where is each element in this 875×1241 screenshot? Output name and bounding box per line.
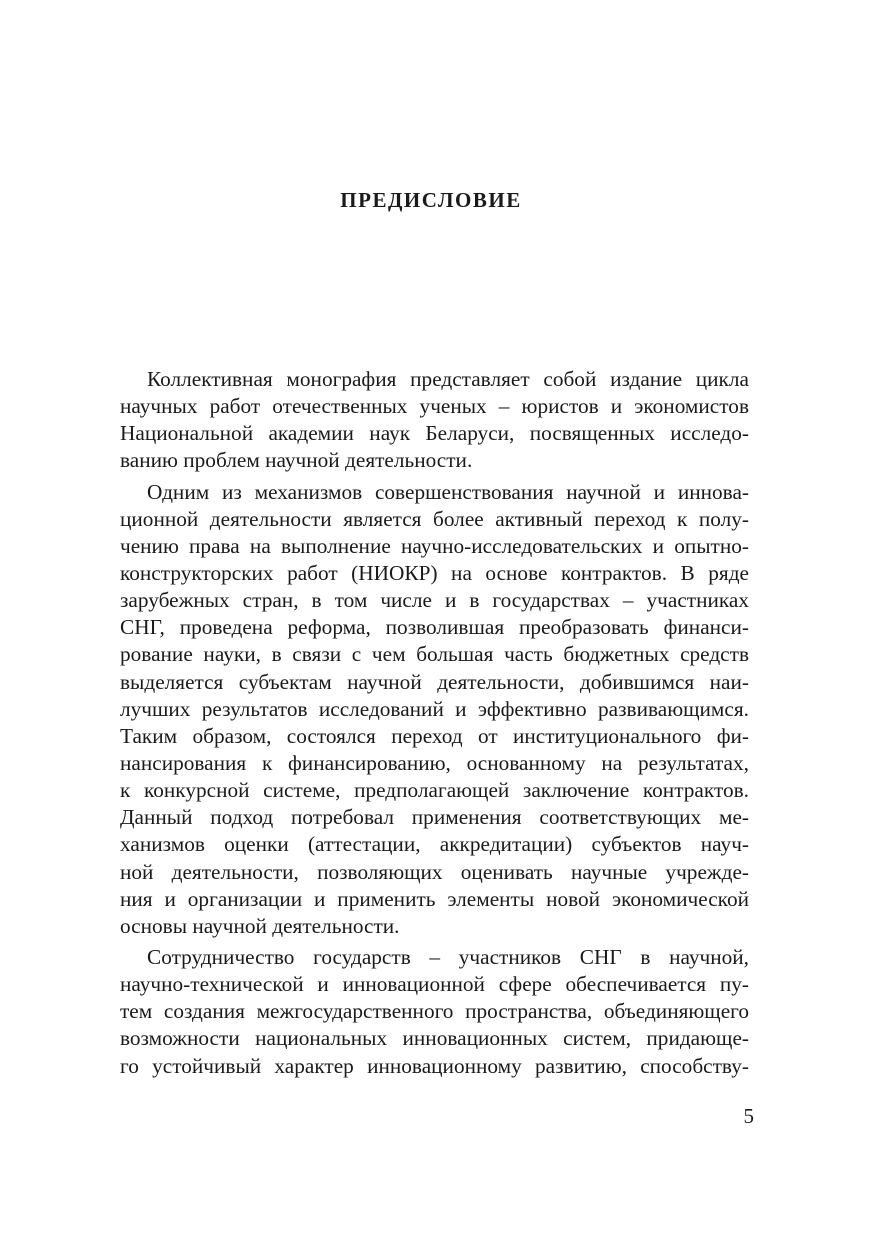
text-line: ционной деятельности является более активный переход к полу- xyxy=(120,506,749,531)
text-line: Сотрудничество государств – участников СНГ в научной, xyxy=(147,944,749,969)
text-line: Коллективная монография представляет собой издание цикла xyxy=(147,367,749,391)
text-line: научных работ отечественных ученых – юристов и экономистов xyxy=(120,394,749,419)
paragraph xyxy=(120,479,749,940)
text-line: ханизмов оценки (аттестации, аккредитации) субъектов науч- xyxy=(120,832,749,857)
text-line: возможности национальных инновационных систем, придающе- xyxy=(120,1026,749,1051)
text-line: конструкторских работ (НИОКР) на основе контрактов. В ряде xyxy=(120,560,749,585)
text-line: Национальной академии наук Беларуси, посвященных исследо- xyxy=(120,421,749,446)
text-line: го устойчивый характер инновационному развитию, способству- xyxy=(120,1053,749,1078)
text-line: основы научной деятельности. xyxy=(120,913,400,938)
text-line: тем создания межгосударственного пространства, объединяющего xyxy=(120,999,749,1024)
text-line: Таким образом, состоялся переход от институционального фи- xyxy=(120,723,749,748)
page-title: ПРЕДИСЛОВИЕ xyxy=(340,188,522,212)
paragraph xyxy=(120,944,749,1080)
text-line: зарубежных стран, в том числе и в государствах – участниках xyxy=(120,588,749,613)
text-line: нансирования к финансированию, основанному на результатах, xyxy=(120,750,749,775)
text-line: чению права на выполнение научно-исследовательских и опытно- xyxy=(120,533,749,558)
paragraph xyxy=(120,366,749,475)
text-line: ния и организации и применить элементы новой экономической xyxy=(120,886,749,911)
text-line: СНГ, проведена реформа, позволившая преобразовать финанси- xyxy=(120,615,749,640)
text-line: научно-технической и инновационной сфере обеспечивается пу- xyxy=(120,972,749,997)
text-line: выделяется субъектам научной деятельности, добившимся наи- xyxy=(120,669,749,694)
text-line: лучших результатов исследований и эффективно развивающимся. xyxy=(120,696,749,721)
body-text xyxy=(120,366,749,1080)
text-line: ной деятельности, позволяющих оценивать научные учрежде- xyxy=(120,859,749,884)
text-line: Данный подход потребовал применения соответствующих ме- xyxy=(120,805,749,830)
text-line: Одним из механизмов совершенствования научной и иннова- xyxy=(147,479,749,504)
text-line: рование науки, в связи с чем большая часть бюджетных средств xyxy=(120,642,749,667)
text-line: ванию проблем научной деятельности. xyxy=(120,448,473,473)
page-number: 5 xyxy=(743,1104,754,1128)
text-line: к конкурсной системе, предполагающей заключение контрактов. xyxy=(120,778,749,803)
